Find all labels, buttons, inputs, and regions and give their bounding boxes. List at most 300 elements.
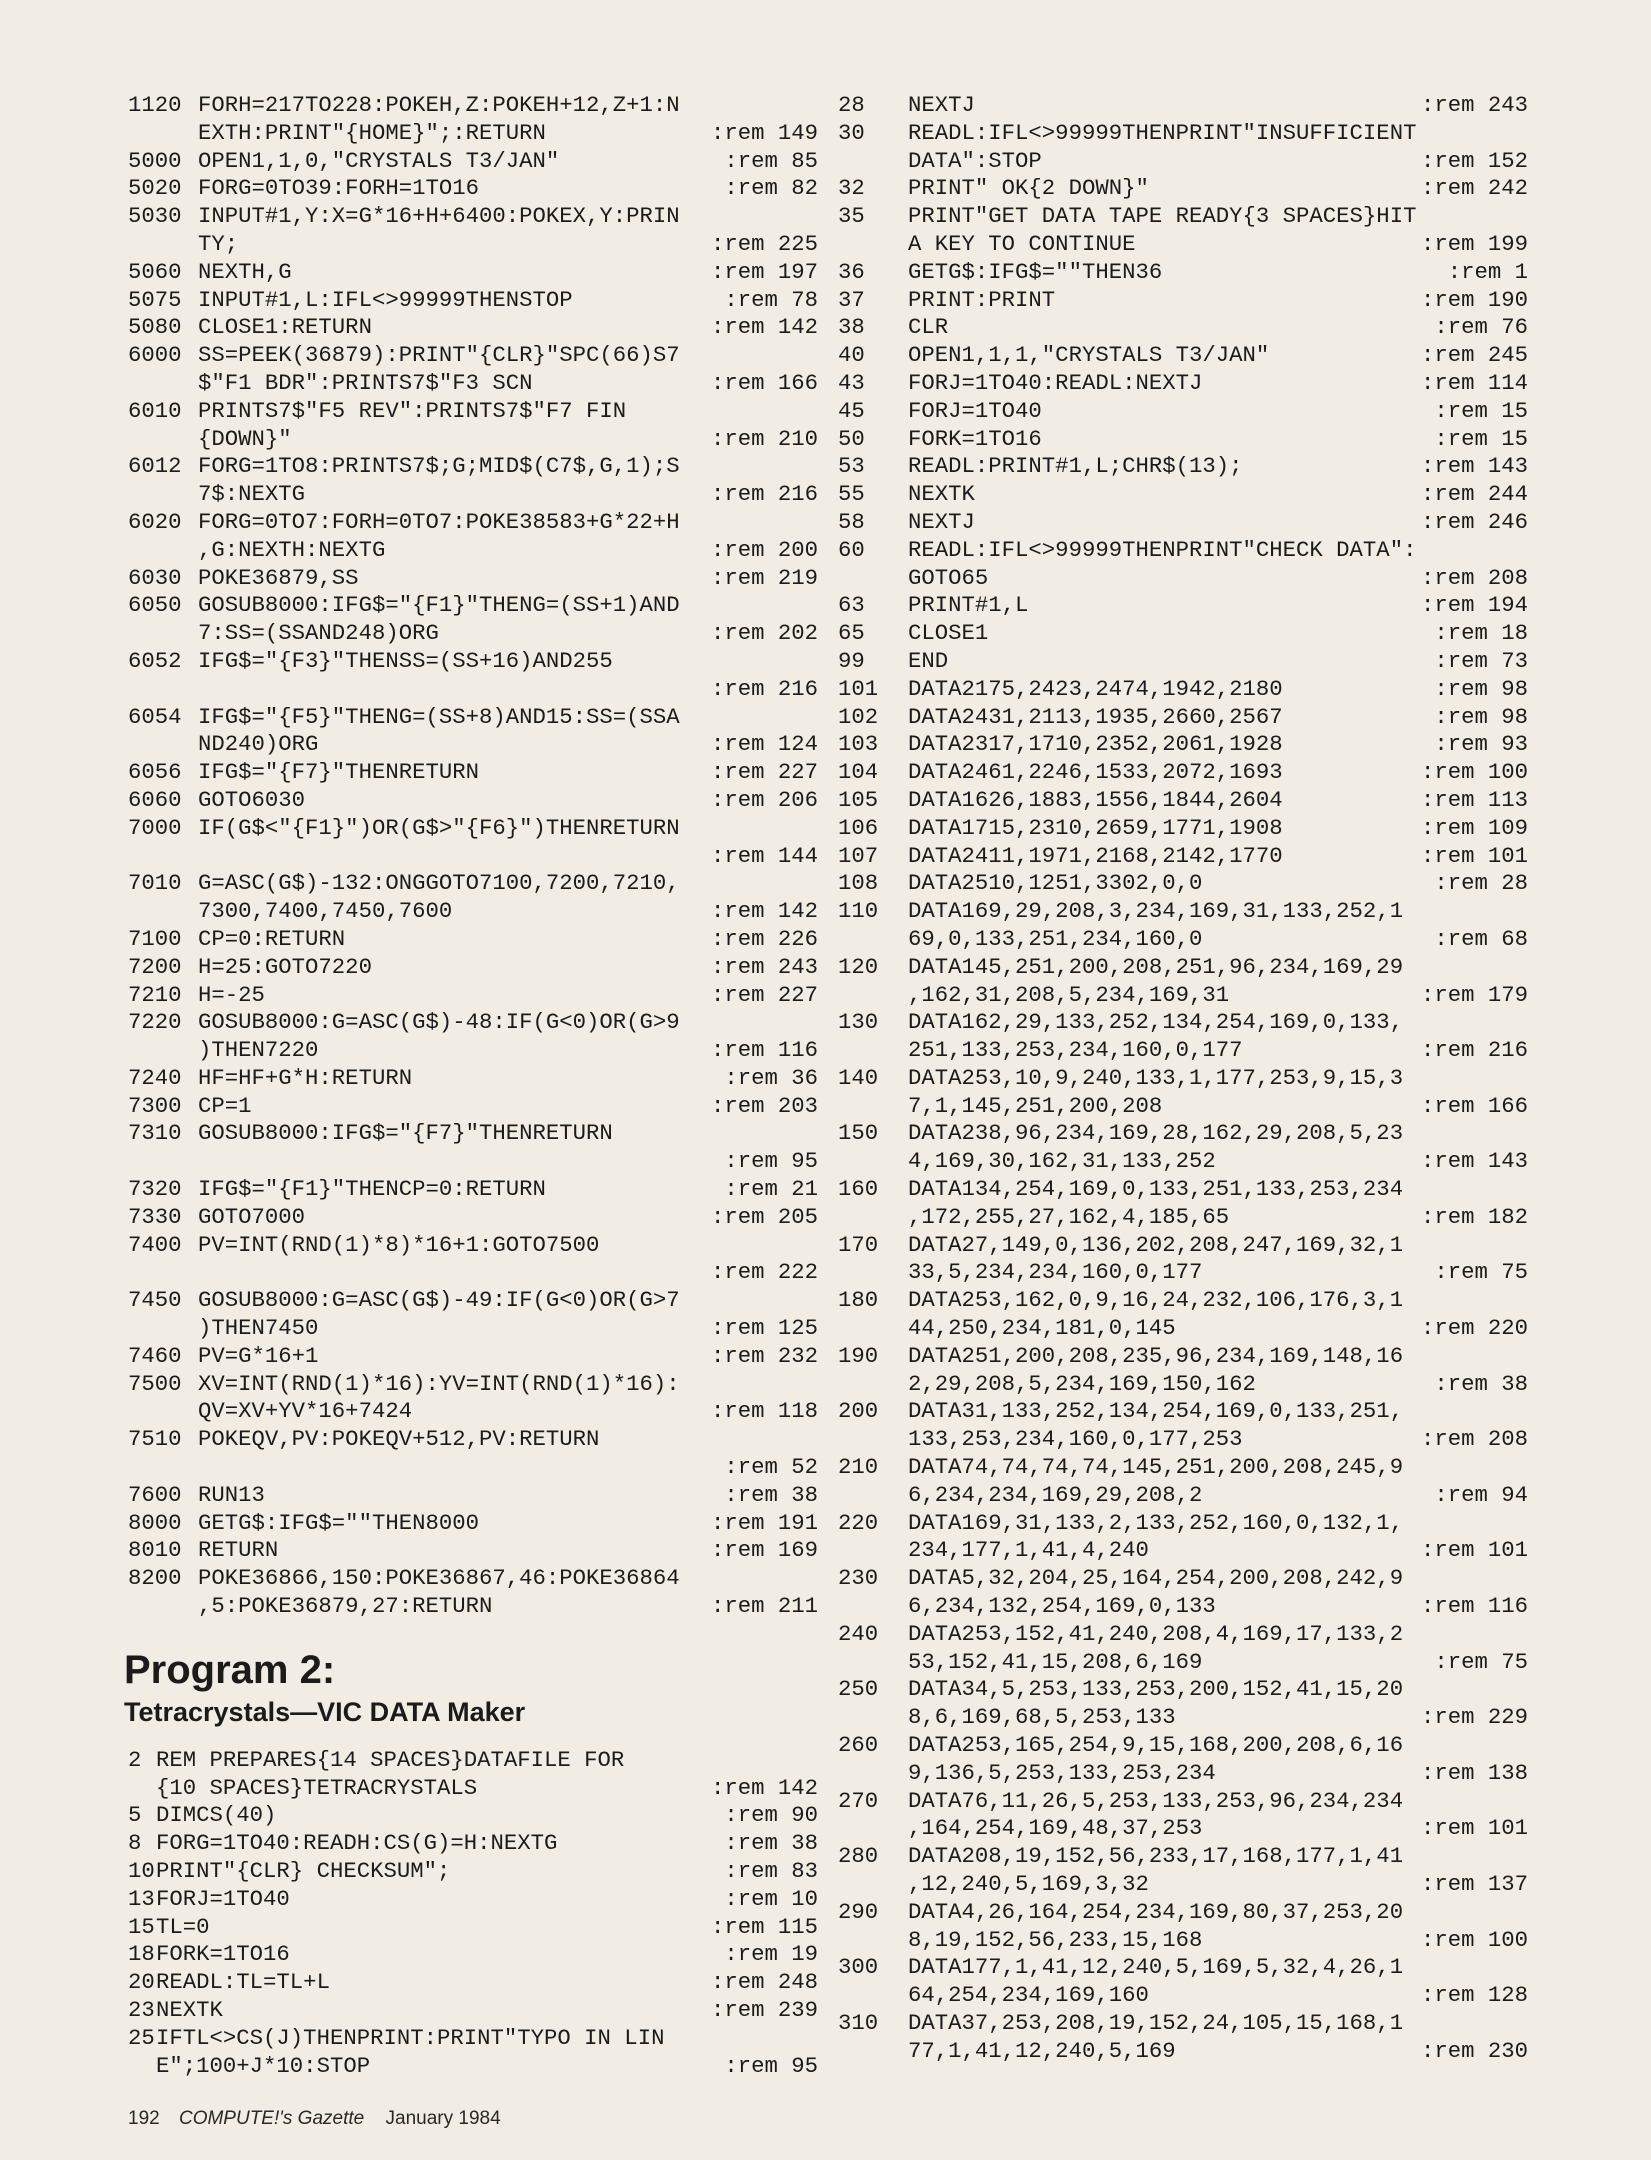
line-number: 99 [838, 647, 865, 674]
code-line [838, 1704, 1528, 1732]
line-number: 35 [838, 203, 865, 230]
code-text: DATA1715,2310,2659,1771,1908 [908, 814, 1283, 841]
left-column [124, 92, 818, 2080]
code-line [838, 1065, 1528, 1093]
code-text: GOSUB8000:IFG$="{F7}"THENRETURN [198, 1120, 613, 1147]
magazine-name: COMPUTE!'s Gazette [178, 2108, 365, 2129]
code-line [128, 1315, 818, 1343]
line-number: 5000 [128, 147, 182, 174]
code-line [128, 870, 818, 898]
code-line [838, 982, 1528, 1010]
checksum-rem: :rem 245 [1420, 342, 1528, 369]
code-text: H=-25 [198, 981, 265, 1008]
checksum-rem: :rem 244 [1420, 481, 1528, 508]
code-line [128, 1969, 818, 1997]
code-line [128, 1426, 818, 1454]
code-text: 7:SS=(SSAND248)ORG [198, 620, 439, 647]
code-text: 234,177,1,41,4,240 [908, 1537, 1149, 1564]
line-number: 103 [838, 731, 879, 758]
code-text: DATA27,149,0,136,202,208,247,169,32,1 [908, 1231, 1404, 1258]
checksum-rem: :rem 95 [724, 1148, 818, 1175]
code-text: 77,1,41,12,240,5,169 [908, 2037, 1176, 2064]
line-number: 7510 [128, 1426, 182, 1453]
line-number: 32 [838, 175, 865, 202]
checksum-rem: :rem 243 [710, 953, 818, 980]
code-text: A KEY TO CONTINUE [908, 230, 1136, 257]
code-text: )THEN7220 [198, 1037, 319, 1064]
line-number: 45 [838, 397, 865, 424]
line-number: 6012 [128, 453, 182, 480]
code-line [838, 2038, 1528, 2066]
line-number: 101 [838, 675, 879, 702]
code-text: PRINTS7$"F5 REV":PRINTS7$"F7 FIN [198, 397, 627, 424]
checksum-rem: :rem 116 [710, 1037, 818, 1064]
code-line [128, 481, 818, 509]
code-line [838, 1037, 1528, 1065]
code-line [838, 453, 1528, 481]
code-line [838, 314, 1528, 342]
code-text: DIMCS(40) [156, 1802, 277, 1829]
checksum-rem: :rem 144 [710, 842, 818, 869]
checksum-rem: :rem 76 [1434, 314, 1528, 341]
line-number: 60 [838, 536, 865, 563]
checksum-rem: :rem 222 [710, 1259, 818, 1286]
code-text: DATA31,133,252,134,254,169,0,133,251, [908, 1398, 1404, 1425]
code-text: GOSUB8000:IFG$="{F1}"THENG=(SS+1)AND [198, 592, 680, 619]
checksum-rem: :rem 179 [1420, 981, 1528, 1008]
code-text: PRINT:PRINT [908, 286, 1056, 313]
line-number: 130 [838, 1009, 879, 1036]
code-text: DATA76,11,26,5,253,133,253,96,234,234 [908, 1787, 1404, 1814]
code-line [838, 1232, 1528, 1260]
checksum-rem: :rem 95 [724, 2052, 818, 2079]
code-text: NEXTJ [908, 92, 975, 118]
code-text: PV=INT(RND(1)*8)*16+1:GOTO7500 [198, 1231, 600, 1258]
line-number: 107 [838, 842, 879, 869]
code-line [838, 259, 1528, 287]
code-text: H=25:GOTO7220 [198, 953, 372, 980]
code-text: CP=0:RETURN [198, 925, 346, 952]
code-line [838, 565, 1528, 593]
checksum-rem: :rem 152 [1420, 147, 1528, 174]
code-text: DATA2317,1710,2352,2061,1928 [908, 731, 1283, 758]
checksum-rem: :rem 75 [1434, 1259, 1528, 1286]
code-line [128, 1565, 818, 1593]
code-text: 6,234,132,254,169,0,133 [908, 1593, 1216, 1620]
line-number: 6030 [128, 564, 182, 591]
checksum-rem: :rem 124 [710, 731, 818, 758]
code-text: DATA208,19,152,56,233,17,168,177,1,41 [908, 1843, 1404, 1870]
code-line [838, 2010, 1528, 2038]
line-number: 7010 [128, 870, 182, 897]
code-text: DATA2175,2423,2474,1942,2180 [908, 675, 1283, 702]
checksum-rem: :rem 19 [724, 1941, 818, 1968]
code-line [838, 1176, 1528, 1204]
code-text: E";100+J*10:STOP [156, 2052, 371, 2079]
code-line [838, 704, 1528, 732]
code-text: NEXTK [908, 481, 975, 508]
checksum-rem: :rem 101 [1420, 1537, 1528, 1564]
code-text: 7,1,145,251,200,208 [908, 1092, 1163, 1119]
code-text: DATA134,254,169,0,133,251,133,253,234 [908, 1176, 1404, 1203]
code-text: FORH=217TO228:POKEH,Z:POKEH+12,Z+1:N [198, 92, 680, 118]
code-text: 6,234,234,169,29,208,2 [908, 1481, 1203, 1508]
code-text: 2,29,208,5,234,169,150,162 [908, 1370, 1256, 1397]
code-text: DATA2510,1251,3302,0,0 [908, 870, 1203, 897]
code-text: IF(G$<"{F1}")OR(G$>"{F6}")THENRETURN [198, 814, 680, 841]
line-number: 5075 [128, 286, 182, 313]
checksum-rem: :rem 94 [1434, 1481, 1528, 1508]
code-line [838, 370, 1528, 398]
checksum-rem: :rem 75 [1434, 1648, 1528, 1675]
checksum-rem: :rem 230 [1420, 2037, 1528, 2064]
checksum-rem: :rem 78 [724, 286, 818, 313]
program-2-heading: Program 2: [124, 1647, 336, 1692]
line-number: 8000 [128, 1509, 182, 1536]
checksum-rem: :rem 100 [1420, 1926, 1528, 1953]
line-number: 230 [838, 1565, 879, 1592]
code-line [128, 787, 818, 815]
code-line [128, 1997, 818, 2025]
code-text: GETG$:IFG$=""THEN36 [908, 258, 1163, 285]
checksum-rem: :rem 101 [1420, 1815, 1528, 1842]
code-line [838, 1482, 1528, 1510]
line-number: 8010 [128, 1537, 182, 1564]
line-number: 310 [838, 2009, 879, 2036]
checksum-rem: :rem 85 [724, 147, 818, 174]
checksum-rem: :rem 18 [1434, 620, 1528, 647]
code-line [838, 1676, 1528, 1704]
code-text: FORK=1TO16 [908, 425, 1042, 452]
code-text: PRINT"{CLR} CHECKSUM"; [156, 1858, 451, 1885]
code-text: FORG=0TO7:FORH=0TO7:POKE38583+G*22+H [198, 508, 680, 535]
line-number: 7240 [128, 1064, 182, 1091]
checksum-rem: :rem 227 [710, 759, 818, 786]
code-line [838, 1788, 1528, 1816]
code-line [128, 1398, 818, 1426]
line-number: 260 [838, 1732, 879, 1759]
line-number: 160 [838, 1176, 879, 1203]
line-number: 28 [838, 92, 865, 118]
code-text: 69,0,133,251,234,160,0 [908, 925, 1203, 952]
code-text: DATA253,10,9,240,133,1,177,253,9,15,3 [908, 1064, 1404, 1091]
checksum-rem: :rem 142 [710, 898, 818, 925]
code-line [838, 1426, 1528, 1454]
code-line [838, 1871, 1528, 1899]
code-text: DATA253,162,0,9,16,24,232,106,176,3,1 [908, 1287, 1404, 1314]
code-text: FORG=1TO40:READH:CS(G)=H:NEXTG [156, 1830, 558, 1857]
checksum-rem: :rem 197 [710, 258, 818, 285]
checksum-rem: :rem 208 [1420, 564, 1528, 591]
line-number: 6060 [128, 786, 182, 813]
checksum-rem: :rem 220 [1420, 1315, 1528, 1342]
code-text: PRINT"GET DATA TAPE READY{3 SPACES}HIT [908, 203, 1417, 230]
line-number: 120 [838, 953, 879, 980]
code-line [838, 426, 1528, 454]
code-line [128, 342, 818, 370]
code-line [838, 1815, 1528, 1843]
code-text: DATA177,1,41,12,240,5,169,5,32,4,26,1 [908, 1954, 1404, 1981]
checksum-rem: :rem 243 [1420, 92, 1528, 118]
checksum-rem: :rem 15 [1434, 397, 1528, 424]
line-number: 7460 [128, 1342, 182, 1369]
line-number: 180 [838, 1287, 879, 1314]
right-column [838, 92, 1528, 2066]
code-text: READL:TL=TL+L [156, 1969, 330, 1996]
code-text: 44,250,234,181,0,145 [908, 1315, 1176, 1342]
checksum-rem: :rem 115 [710, 1913, 818, 1940]
line-number: 50 [838, 425, 865, 452]
checksum-rem: :rem 28 [1434, 870, 1528, 897]
page-number: 192 [128, 2108, 160, 2129]
code-line [128, 1371, 818, 1399]
code-text: TL=0 [156, 1913, 210, 1940]
code-line [128, 1858, 818, 1886]
code-line [128, 1747, 818, 1775]
code-text: DATA253,152,41,240,208,4,169,17,133,2 [908, 1620, 1404, 1647]
code-text: TY; [198, 230, 239, 257]
code-line [838, 1510, 1528, 1538]
code-text: 7300,7400,7450,7600 [198, 898, 453, 925]
code-text: PV=G*16+1 [198, 1342, 319, 1369]
code-line [128, 1176, 818, 1204]
checksum-rem: :rem 206 [710, 786, 818, 813]
code-text: GETG$:IFG$=""THEN8000 [198, 1509, 479, 1536]
line-number: 25 [128, 2024, 155, 2051]
code-line [838, 398, 1528, 426]
line-number: 5080 [128, 314, 182, 341]
code-text: IFTL<>CS(J)THENPRINT:PRINT"TYPO IN LIN [156, 2024, 665, 2051]
code-line [128, 926, 818, 954]
line-number: 140 [838, 1064, 879, 1091]
code-line [128, 537, 818, 565]
code-line [128, 704, 818, 732]
code-line [838, 1009, 1528, 1037]
checksum-rem: :rem 216 [1420, 1037, 1528, 1064]
code-text: DATA169,31,133,2,133,252,160,0,132,1, [908, 1509, 1404, 1536]
checksum-rem: :rem 125 [710, 1315, 818, 1342]
line-number: 108 [838, 870, 879, 897]
line-number: 18 [128, 1941, 155, 1968]
code-text: 64,254,234,169,160 [908, 1982, 1149, 2009]
code-text: IFG$="{F5}"THENG=(SS+8)AND15:SS=(SSA [198, 703, 680, 730]
code-line [838, 1565, 1528, 1593]
line-number: 65 [838, 620, 865, 647]
checksum-rem: :rem 229 [1420, 1704, 1528, 1731]
code-line [128, 1287, 818, 1315]
checksum-rem: :rem 143 [1420, 1148, 1528, 1175]
code-text: 133,253,234,160,0,177,253 [908, 1426, 1243, 1453]
code-line [128, 2025, 818, 2053]
code-text: DATA251,200,208,235,96,234,169,148,16 [908, 1342, 1404, 1369]
code-line [128, 648, 818, 676]
code-line [128, 203, 818, 231]
code-line [128, 1454, 818, 1482]
code-line [128, 231, 818, 259]
checksum-rem: :rem 166 [710, 369, 818, 396]
code-line [128, 2053, 818, 2081]
line-number: 37 [838, 286, 865, 313]
checksum-rem: :rem 98 [1434, 703, 1528, 730]
line-number: 220 [838, 1509, 879, 1536]
code-text: DATA74,74,74,74,145,251,200,208,245,9 [908, 1454, 1404, 1481]
code-line [128, 1593, 818, 1621]
checksum-rem: :rem 68 [1434, 925, 1528, 952]
line-number: 7200 [128, 953, 182, 980]
code-text: DATA1626,1883,1556,1844,2604 [908, 786, 1283, 813]
code-line [838, 1454, 1528, 1482]
checksum-rem: :rem 239 [710, 1997, 818, 2023]
code-text: {DOWN}" [198, 425, 292, 452]
code-text: NEXTK [156, 1997, 223, 2023]
code-line [128, 898, 818, 926]
code-text: ,164,254,169,48,37,253 [908, 1815, 1203, 1842]
line-number: 210 [838, 1454, 879, 1481]
code-line [128, 453, 818, 481]
code-line [128, 1343, 818, 1371]
code-line [838, 1148, 1528, 1176]
line-number: 280 [838, 1843, 879, 1870]
code-text: IFG$="{F1}"THENCP=0:RETURN [198, 1176, 546, 1203]
code-text: RETURN [198, 1537, 279, 1564]
code-line [838, 787, 1528, 815]
line-number: 10 [128, 1858, 155, 1885]
line-number: 58 [838, 508, 865, 535]
code-text: GOTO65 [908, 564, 989, 591]
code-text: FORG=0TO39:FORH=1TO16 [198, 175, 479, 202]
checksum-rem: :rem 15 [1434, 425, 1528, 452]
code-text: DATA":STOP [908, 147, 1042, 174]
line-number: 240 [838, 1620, 879, 1647]
line-number: 7220 [128, 1009, 182, 1036]
checksum-rem: :rem 166 [1420, 1092, 1528, 1119]
checksum-rem: :rem 210 [710, 425, 818, 452]
code-line [128, 92, 818, 120]
code-line [128, 426, 818, 454]
line-number: 38 [838, 314, 865, 341]
code-line [838, 1398, 1528, 1426]
code-text: DATA238,96,234,169,28,162,29,208,5,23 [908, 1120, 1404, 1147]
code-line [128, 370, 818, 398]
code-text: DATA2411,1971,2168,2142,1770 [908, 842, 1283, 869]
code-text: DATA253,165,254,9,15,168,200,208,6,16 [908, 1732, 1404, 1759]
line-number: 150 [838, 1120, 879, 1147]
program-2-listing-continued [838, 92, 1528, 2066]
code-text: INPUT#1,Y:X=G*16+H+6400:POKEX,Y:PRIN [198, 203, 680, 230]
checksum-rem: :rem 90 [724, 1802, 818, 1829]
code-text: OPEN1,1,0,"CRYSTALS T3/JAN" [198, 147, 560, 174]
checksum-rem: :rem 208 [1420, 1426, 1528, 1453]
code-line [838, 1204, 1528, 1232]
checksum-rem: :rem 100 [1420, 759, 1528, 786]
code-line [128, 1914, 818, 1942]
code-text: FORG=1TO8:PRINTS7$;G;MID$(C7$,G,1);S [198, 453, 680, 480]
code-line [128, 398, 818, 426]
code-line [838, 509, 1528, 537]
code-text: 33,5,234,234,160,0,177 [908, 1259, 1203, 1286]
line-number: 8200 [128, 1565, 182, 1592]
code-line [128, 259, 818, 287]
code-line [838, 1927, 1528, 1955]
code-line [838, 1315, 1528, 1343]
code-line [128, 175, 818, 203]
code-text: IFG$="{F3}"THENSS=(SS+16)AND255 [198, 647, 613, 674]
checksum-rem: :rem 38 [724, 1481, 818, 1508]
checksum-rem: :rem 73 [1434, 647, 1528, 674]
line-number: 1120 [128, 92, 182, 118]
program-1-listing-continued [128, 92, 818, 1621]
code-line [838, 481, 1528, 509]
code-line [838, 92, 1528, 120]
code-text: ND240)ORG [198, 731, 319, 758]
line-number: 6000 [128, 342, 182, 369]
code-line [128, 1009, 818, 1037]
code-text: ,12,240,5,169,3,32 [908, 1871, 1149, 1897]
code-line [838, 1593, 1528, 1621]
code-line [128, 120, 818, 148]
checksum-rem: :rem 113 [1420, 786, 1528, 813]
code-line [128, 1259, 818, 1287]
code-line [128, 509, 818, 537]
checksum-rem: :rem 246 [1420, 508, 1528, 535]
code-line [838, 815, 1528, 843]
code-line [838, 731, 1528, 759]
checksum-rem: :rem 169 [710, 1537, 818, 1564]
code-line [838, 120, 1528, 148]
code-text: GOTO6030 [198, 786, 306, 813]
code-line [838, 843, 1528, 871]
checksum-rem: :rem 190 [1420, 286, 1528, 313]
checksum-rem: :rem 142 [710, 314, 818, 341]
code-line [128, 314, 818, 342]
code-text: READL:IFL<>99999THENPRINT"INSUFFICIENT [908, 119, 1417, 146]
line-number: 7400 [128, 1231, 182, 1258]
issue-date: January 1984 [385, 2108, 501, 2129]
code-text: 7$:NEXTG [198, 481, 306, 508]
code-text: READL:PRINT#1,L;CHR$(13); [908, 453, 1243, 480]
line-number: 2 [128, 1746, 142, 1773]
line-number: 290 [838, 1898, 879, 1925]
checksum-rem: :rem 118 [710, 1398, 818, 1425]
line-number: 104 [838, 759, 879, 786]
code-text: READL:IFL<>99999THENPRINT"CHECK DATA": [908, 536, 1417, 563]
line-number: 5030 [128, 203, 182, 230]
page-footer [128, 2108, 501, 2130]
line-number: 40 [838, 342, 865, 369]
code-text: HF=HF+G*H:RETURN [198, 1064, 413, 1091]
checksum-rem: :rem 142 [710, 1774, 818, 1801]
code-line [128, 148, 818, 176]
checksum-rem: :rem 232 [710, 1342, 818, 1369]
program-2-listing [128, 1747, 818, 2081]
code-text: NEXTH,G [198, 258, 292, 285]
line-number: 110 [838, 898, 879, 925]
code-line [838, 620, 1528, 648]
code-line [838, 1649, 1528, 1677]
code-line [128, 1775, 818, 1803]
code-text: GOTO7000 [198, 1203, 306, 1230]
checksum-rem: :rem 191 [710, 1509, 818, 1536]
code-line [128, 1830, 818, 1858]
code-line [838, 1287, 1528, 1315]
checksum-rem: :rem 38 [724, 1830, 818, 1857]
code-line [838, 954, 1528, 982]
checksum-rem: :rem 143 [1420, 453, 1528, 480]
code-line [838, 1954, 1528, 1982]
code-line [838, 175, 1528, 203]
code-line [838, 1259, 1528, 1287]
code-line [128, 731, 818, 759]
